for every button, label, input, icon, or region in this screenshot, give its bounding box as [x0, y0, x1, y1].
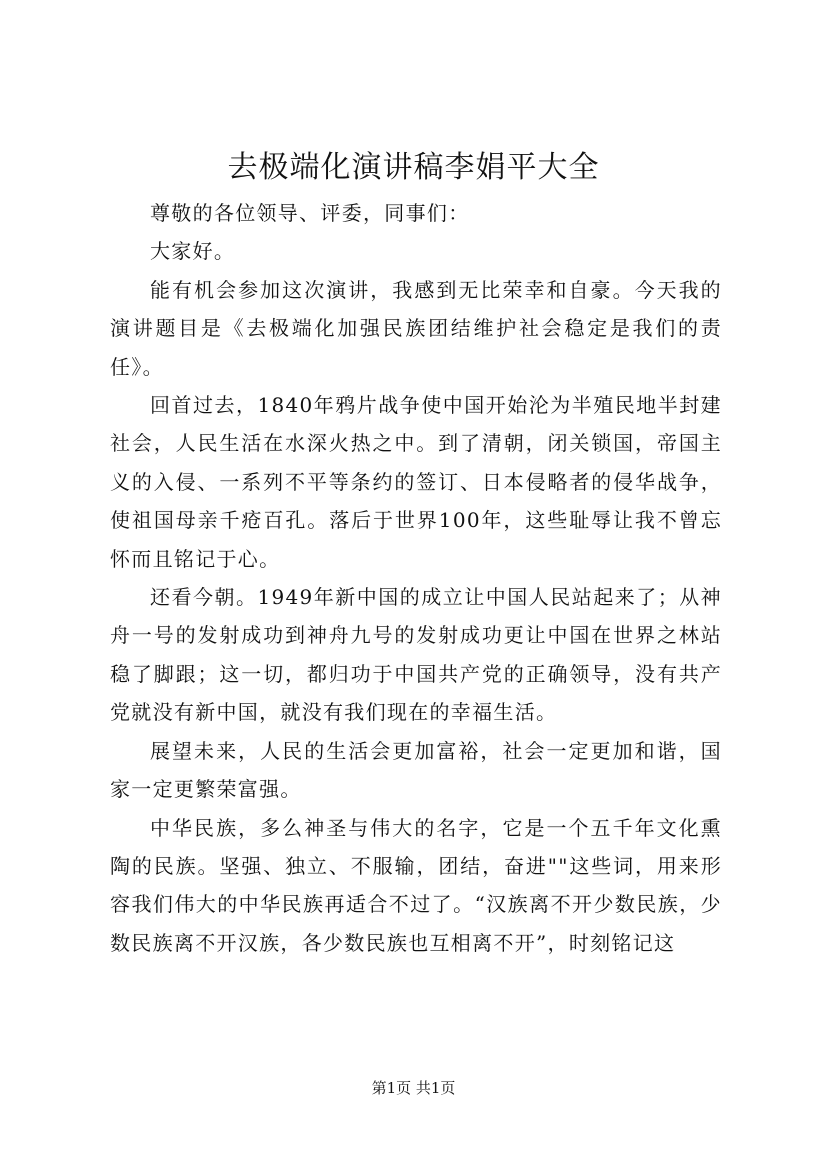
paragraph-future: 展望未来，人民的生活会更加富裕，社会一定更加和谐，国家一定更繁荣富强。: [110, 738, 722, 802]
document-title: 去极端化演讲稿李娟平大全: [227, 150, 600, 185]
paragraph-present: 还看今朝。1949年新中国的成立让中国人民站起来了；从神舟一号的发射成功到神舟九号的发射成功更让中国在世界之林站稳了脚跟；这一切，都归功于中国共产党的正确领导，没有共产党就没有新中国，就没有我们现在的幸福生活。: [110, 585, 722, 725]
paragraph-greeting: 大家好。: [150, 239, 236, 264]
paragraph-intro: 能有机会参加这次演讲，我感到无比荣幸和自豪。今天我的演讲题目是《去极端化加强民族团结维护社会稳定是我们的责任》。: [110, 277, 722, 379]
document-body: [110, 194, 722, 962]
page-total: 共1页: [415, 1079, 456, 1097]
paragraph-past: 回首过去，1840年鸦片战争使中国开始沦为半殖民地半封建社会，人民生活在水深火热之中。到了清朝，闭关锁国，帝国主义的入侵、一系列不平等条约的签订、日本侵略者的侵华战争，使祖国母亲千疮百孔。落后于世界100年，这些耻辱让我不曾忘怀而且铭记于心。: [110, 393, 722, 571]
paragraph-salutation: 尊敬的各位领导、评委，同事们：: [150, 201, 470, 225]
page-number: 第1页: [371, 1079, 412, 1097]
paragraph-nation: 中华民族，多么神圣与伟大的名字，它是一个五千年文化熏陶的民族。坚强、独立、不服输，团结，奋进""这些词，用来形容我们伟大的中华民族再适合不过了。“汉族离不开少数民族，少数民族离不开汉族，各少数民族也互相离不开”，时刻铭记这: [110, 815, 722, 955]
page-footer: [0, 1078, 827, 1098]
